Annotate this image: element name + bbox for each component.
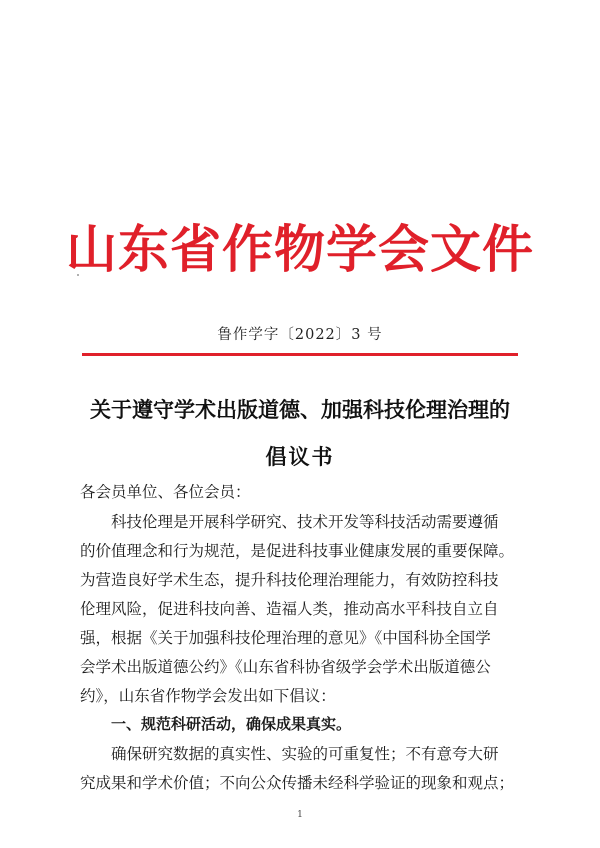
org-header-title: 山东省作物学会文件	[65, 220, 534, 280]
paragraph-1-line: 伦理风险，促进科技向善、造福人类，推动高水平科技自立自	[80, 600, 499, 618]
paragraph-1-line: 会学术出版道德公约》《山东省科协省级学会学术出版道德公	[80, 658, 491, 676]
document-number: 鲁作学字〔2022〕3 号	[217, 327, 383, 343]
section-1-heading: 一、规范科研活动，确保成果真实。	[111, 715, 352, 733]
page-number: 1	[297, 810, 303, 820]
document-title-line-2: 倡议书	[265, 444, 335, 469]
red-divider-line	[82, 353, 518, 356]
document-title-line-1: 关于遵守学术出版道德、加强科技伦理治理的	[90, 397, 510, 422]
paragraph-2-line: 确保研究数据的真实性、实验的可重复性；不有意夸大研	[111, 745, 499, 763]
paragraph-2-line: 究成果和学术价值；不向公众传播未经科学验证的现象和观点；	[80, 774, 515, 792]
paragraph-1-line: 约》，山东省作物学会发出如下倡议：	[80, 687, 336, 705]
salutation: 各会员单位、各位会员：	[80, 483, 251, 501]
paragraph-1-line: 科技伦理是开展科学研究、技术开发等科技活动需要遵循	[111, 513, 499, 531]
paragraph-1-line: 为营造良好学术生态，提升科技伦理治理能力，有效防控科技	[80, 571, 499, 589]
paragraph-1-line: 的价值理念和行为规范，是促进科技事业健康发展的重要保障。	[80, 542, 515, 560]
paragraph-1-line: 强，根据《关于加强科技伦理治理的意见》《中国科协全国学	[80, 629, 491, 647]
